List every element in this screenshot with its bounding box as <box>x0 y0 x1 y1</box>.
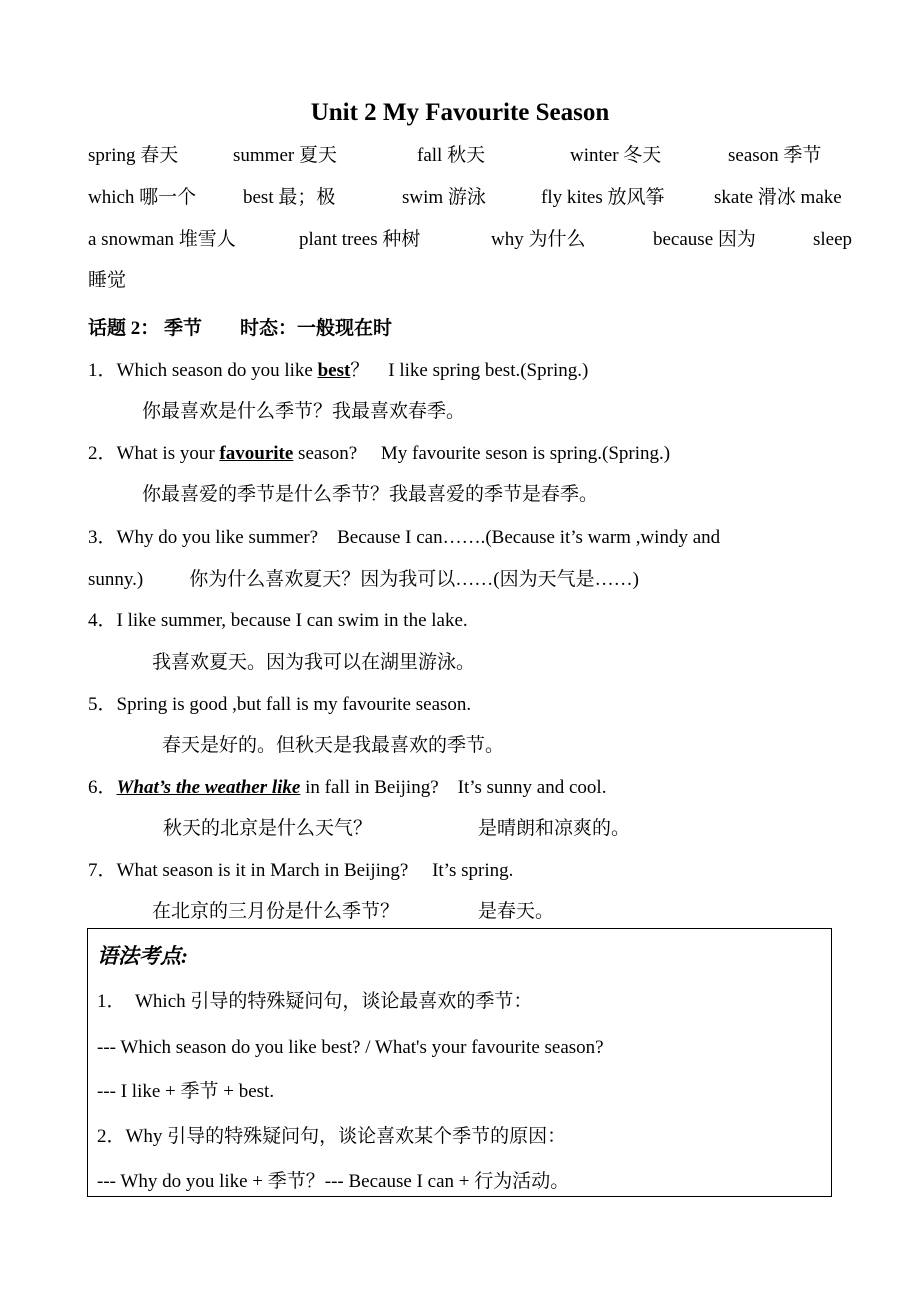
sentence-1-translation: 你最喜欢是什么季节？我最喜欢春季。 <box>142 401 466 422</box>
sentence-2-translation: 你最喜爱的季节是什么季节？我最喜爱的季节是春季。 <box>142 484 599 505</box>
sentence-text: season? My favourite seson is spring.(Spring.) <box>293 443 671 464</box>
vocab-word: 睡觉 <box>88 270 127 291</box>
sentence-5 <box>88 693 471 717</box>
vocab-word: plant trees 种树 <box>299 229 421 250</box>
sentence-3 <box>88 526 720 550</box>
sentence-7-translation-answer: 是春天。 <box>478 901 555 922</box>
grammar-example: --- Why do you like + 季节？--- Because I can + 行为活动。 <box>97 1171 570 1192</box>
sentence-text: What is your <box>116 443 220 464</box>
sentence-number: 1． <box>88 360 117 381</box>
sentence-4-translation: 我喜欢夏天。因为我可以在湖里游泳。 <box>152 652 476 673</box>
sentence-2 <box>88 442 670 466</box>
sentence-number: 2． <box>88 443 117 464</box>
key-phrase: What’s the weather like <box>116 777 301 798</box>
sentence-7-translation-question: 在北京的三月份是什么季节？ <box>152 901 400 922</box>
vocab-word: which 哪一个 <box>88 187 197 208</box>
sentence-text: in fall in Beijing? It’s sunny and cool. <box>300 777 607 798</box>
sentence-number: 7． <box>88 860 117 881</box>
vocab-word: a snowman 堆雪人 <box>88 229 236 250</box>
sentence-text: I like summer, because I can swim in the lake. <box>116 610 468 631</box>
sentence-7 <box>88 859 513 883</box>
sentence-text: Spring is good ,but fall is my favourite season. <box>116 694 472 715</box>
grammar-box-title: 语法考点: <box>97 944 188 968</box>
vocab-word: skate 滑冰 make <box>714 187 842 208</box>
vocab-word: summer 夏天 <box>233 145 337 166</box>
page-title: Unit 2 My Favourite Season <box>310 99 610 126</box>
vocab-word: why 为什么 <box>491 229 586 250</box>
vocab-word: season 季节 <box>728 145 822 166</box>
sentence-6-translation-question: 秋天的北京是什么天气？ <box>163 818 373 839</box>
sentence-3-continued <box>88 568 639 592</box>
vocab-word: sleep <box>813 229 853 250</box>
sentence-5-translation: 春天是好的。但秋天是我最喜欢的季节。 <box>162 735 505 756</box>
vocab-word: because 因为 <box>653 229 756 250</box>
vocab-word: fall 秋天 <box>417 145 486 166</box>
vocab-word: spring 春天 <box>88 145 179 166</box>
sentence-text: sunny.) <box>88 569 144 590</box>
sentence-number: 4． <box>88 610 117 631</box>
grammar-point-2: 2．Why 引导的特殊疑问句，谈论喜欢某个季节的原因： <box>97 1126 567 1147</box>
sentence-1 <box>88 359 588 383</box>
key-word: favourite <box>219 443 294 464</box>
grammar-box <box>87 928 832 1197</box>
vocab-word: winter 冬天 <box>570 145 662 166</box>
grammar-example: --- Which season do you like best? / What's your favourite season? <box>97 1037 604 1058</box>
sentence-text: Why do you like summer? Because I can…….(Because it’s warm ,windy and <box>116 527 721 548</box>
sentence-6-translation-answer: 是晴朗和凉爽的。 <box>478 818 631 839</box>
sentence-4 <box>88 609 468 633</box>
vocab-word: swim 游泳 <box>402 187 486 208</box>
sentence-number: 3． <box>88 527 117 548</box>
sentence-text: What season is it in March in Beijing? It’s spring. <box>116 860 514 881</box>
key-word: best <box>317 360 351 381</box>
sentence-text: Which season do you like <box>116 360 318 381</box>
sentence-3-translation: 你为什么喜欢夏天？因为我可以……(因为天气是……) <box>189 569 639 590</box>
vocab-word: fly kites 放风筝 <box>541 187 665 208</box>
sentence-text: ？ I like spring best.(Spring.) <box>350 360 589 381</box>
grammar-point-1: 1． Which 引导的特殊疑问句，谈论最喜欢的季节： <box>97 991 533 1012</box>
sentence-number: 5． <box>88 694 117 715</box>
vocab-word: best 最；极 <box>243 187 336 208</box>
topic-heading: 话题 2： 季节 时态：一般现在时 <box>88 318 393 339</box>
sentence-number: 6． <box>88 777 117 798</box>
sentence-6 <box>88 776 606 800</box>
grammar-example: --- I like + 季节 + best. <box>97 1081 275 1102</box>
